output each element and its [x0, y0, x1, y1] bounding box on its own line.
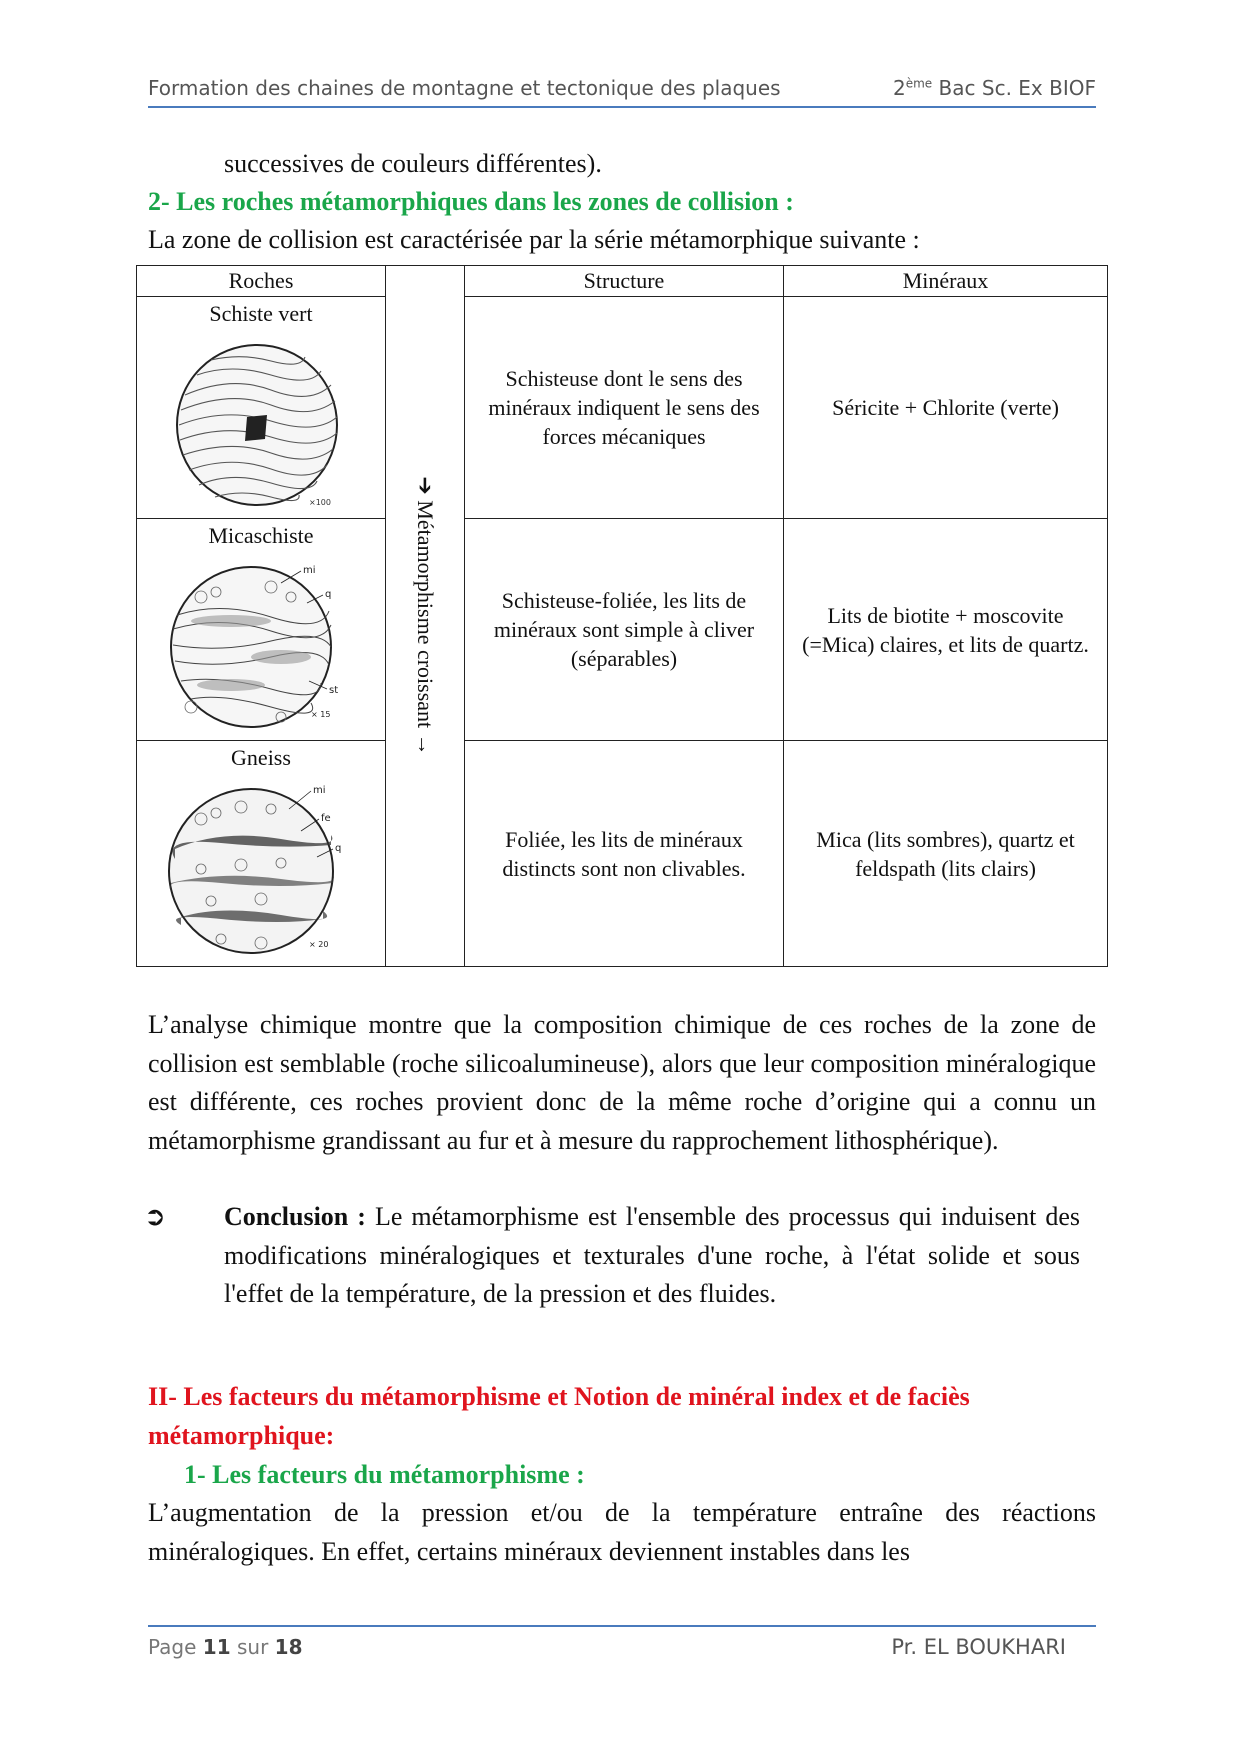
label-q: q: [335, 843, 342, 854]
structure-cell: [465, 741, 784, 967]
arrow-bullet-icon: ➲: [144, 1202, 166, 1231]
header-level: [893, 76, 1096, 100]
conclusion-block: [144, 1198, 1081, 1314]
gneiss-thin-section: [161, 779, 361, 963]
section2-title: 2- Les roches métamorphiques dans les zones de collision :: [148, 187, 794, 216]
rock-name: Schiste vert: [209, 301, 313, 326]
schiste-vert-thin-section: [171, 335, 351, 515]
structure-text: Schisteuse dont le sens des minéraux indiquent le sens des forces mécaniques: [488, 366, 760, 449]
page-header: [148, 68, 1096, 108]
scale-label: ×100: [309, 498, 331, 507]
minerals-text: Mica (lits sombres), quartz et feldspath (lits clairs): [816, 826, 1075, 881]
structure-text: Schisteuse-foliée, les lits de minéraux sont simple à cliver (séparables): [493, 588, 755, 671]
label-st: st: [329, 685, 339, 696]
header-title: Formation des chaines de montagne et tectonique des plaques: [148, 76, 781, 100]
structure-cell: [465, 519, 784, 741]
conclusion-label: Conclusion :: [224, 1202, 366, 1231]
header-structure: Structure: [465, 266, 784, 297]
final-paragraph: L’augmentation de la pression et/ou de la température entraîne des réactions minéralogiques. En effet, certains minéraux deviennent instables dans les: [148, 1498, 1096, 1566]
page-word: Page: [148, 1635, 203, 1659]
level-number: 2: [893, 76, 906, 100]
level-sup: ème: [905, 76, 933, 91]
micaschiste-thin-section: [161, 557, 361, 737]
current-page: 11: [202, 1635, 231, 1659]
minerals-cell: [784, 519, 1108, 741]
rock-cell: [137, 519, 386, 741]
table-row: [137, 297, 1108, 519]
minerals-text: Séricite + Chlorite (verte): [832, 395, 1059, 420]
label-fe: fe: [321, 813, 331, 824]
label-q: q: [325, 589, 332, 600]
table-row: [137, 519, 1108, 741]
scale-label: × 20: [309, 940, 329, 949]
label-mi: mi: [303, 565, 316, 576]
conclusion-text: Le métamorphisme est l'ensemble des processus qui induisent des modifications minéralogiques et texturales d'une roche, à l'état solide et sous l'effet de la température, de la pression et des fluides.: [224, 1202, 1081, 1308]
section2-intro: La zone de collision est caractérisée par la série métamorphique suivante :: [148, 225, 920, 254]
rock-name: Gneiss: [231, 745, 291, 770]
total-pages: 18: [274, 1635, 303, 1659]
structure-cell: [465, 297, 784, 519]
table-row: [137, 741, 1108, 967]
rock-cell: [137, 741, 386, 967]
section-II-title: II- Les facteurs du métamorphisme et Notion de minéral index et de faciès métamorphique:: [148, 1382, 970, 1450]
sur-word: sur: [230, 1635, 275, 1659]
minerals-cell: [784, 741, 1108, 967]
scale-label: × 15: [311, 710, 331, 719]
minerals-text: Lits de biotite + moscovite (=Mica) claires, et lits de quartz.: [802, 602, 1089, 657]
page-footer: [148, 1625, 1096, 1667]
structure-text: Foliée, les lits de minéraux distincts sont non clivables.: [502, 826, 746, 881]
rock-cell: [137, 297, 386, 519]
table-header-row: [137, 266, 1108, 297]
analysis-paragraph: L’analyse chimique montre que la composition chimique de ces roches de la zone de collision est semblable (roche silicoalumineuse), alors que leur composition minéralogique est différente, ces roches provient donc de la même roche d’origine qui a connu un métamorphisme grandissant au fur et à mesure du rapprochement lithosphérique).: [148, 1010, 1096, 1155]
intro-line: successives de couleurs différentes).: [224, 149, 602, 178]
rock-name: Micaschiste: [208, 523, 314, 548]
author: Pr. EL BOUKHARI: [891, 1635, 1066, 1659]
level-text: Bac Sc. Ex BIOF: [932, 76, 1096, 100]
metamorphism-arrow-label: ➔ Métamorphisme croissant →: [413, 476, 438, 756]
label-mi: mi: [313, 785, 326, 796]
subsection1-title: 1- Les facteurs du métamorphisme :: [184, 1460, 585, 1489]
header-minerals: Minéraux: [784, 266, 1108, 297]
minerals-cell: [784, 297, 1108, 519]
arrow-cell: [386, 266, 465, 967]
header-rocks: Roches: [137, 266, 386, 297]
page-number: [148, 1635, 303, 1659]
metamorphic-table: [136, 265, 1108, 967]
